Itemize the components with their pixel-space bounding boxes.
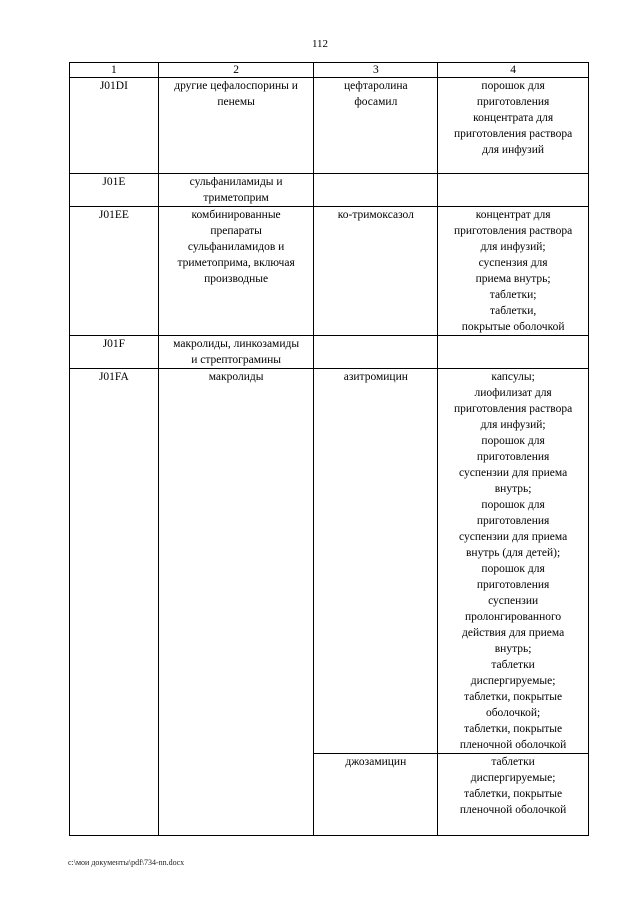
dosage-form-cell-line: таблетки, покрытые [464, 691, 563, 703]
dosage-form-cell-line: приготовления [476, 96, 550, 108]
group-cell-line: комбинированные [191, 209, 281, 221]
dosage-form-cell-line: порошок для [481, 499, 545, 511]
table-header-row [70, 63, 589, 78]
group-cell-line: макролиды [208, 371, 264, 383]
dosage-form-cell [438, 78, 589, 174]
atc-code-cell: J01E [70, 174, 159, 207]
atc-code-cell: J01EE [70, 207, 159, 336]
dosage-form-cell-line: пленочной оболочкой [459, 739, 567, 751]
dosage-form-cell-line: приготовления [476, 515, 550, 527]
dosage-form-cell-line: таблетки; [489, 289, 537, 301]
drug-name-cell [314, 78, 438, 174]
dosage-form-cell-line: для инфузий [482, 144, 545, 156]
dosage-form-cell-line: приготовления [476, 579, 550, 591]
drug-table [69, 62, 589, 836]
group-cell [158, 207, 314, 336]
group-cell-line: макролиды, линкозамиды [173, 338, 300, 350]
dosage-form-cell-line: концентрата для [473, 112, 554, 124]
dosage-form-cell [438, 754, 589, 836]
table-row [70, 207, 589, 336]
dosage-form-cell-line: диспергируемые; [470, 772, 556, 784]
file-path-footer: c:\мои документы\pdf\734-nn.docx [68, 858, 185, 867]
dosage-form-cell-line: оболочкой; [485, 707, 541, 719]
dosage-form-cell-line: порошок для [481, 563, 545, 575]
drug-name-cell [314, 754, 438, 836]
drug-name-cell [314, 207, 438, 336]
dosage-form-cell [438, 207, 589, 336]
group-cell-line: сульфаниламиды и [189, 176, 283, 188]
column-header: 1 [70, 63, 159, 78]
dosage-form-cell-line: приготовления [476, 451, 550, 463]
column-header: 3 [314, 63, 438, 78]
dosage-form-cell-line: приема внутрь; [475, 273, 551, 285]
group-cell [158, 336, 314, 369]
group-cell-line: триметоприм [203, 192, 269, 204]
dosage-form-cell [438, 336, 589, 369]
table-row [70, 174, 589, 207]
group-cell-line: препараты [210, 225, 262, 237]
table-row [70, 78, 589, 174]
dosage-form-cell-line: диспергируемые; [470, 675, 556, 687]
drug-name-cell-line: фосамил [354, 96, 398, 108]
dosage-form-cell [438, 369, 589, 754]
group-cell [158, 174, 314, 207]
dosage-form-cell-line: порошок для [481, 435, 545, 447]
table-row [70, 369, 589, 754]
drug-name-cell-line: азитромицин [343, 371, 408, 383]
group-cell-line: сульфаниламидов и [187, 241, 285, 253]
dosage-form-cell-line: таблетки [491, 659, 535, 671]
dosage-form-cell-line: приготовления раствора [453, 128, 573, 140]
atc-code-cell: J01F [70, 336, 159, 369]
dosage-form-cell-line: таблетки, покрытые [464, 723, 563, 735]
dosage-form-cell-line: таблетки, [489, 305, 537, 317]
dosage-form-cell-line: покрытые оболочкой [461, 321, 565, 333]
drug-name-cell-line: джозамицин [345, 756, 407, 768]
dosage-form-cell-line: суспензии [488, 595, 539, 607]
drug-name-cell [314, 336, 438, 369]
drug-name-cell-line: ко-тримоксазол [337, 209, 414, 221]
dosage-form-cell-line: капсулы; [491, 371, 535, 383]
dosage-form-cell-line: таблетки, покрытые [464, 788, 563, 800]
dosage-form-cell-line: для инфузий; [480, 419, 546, 431]
dosage-form-cell-line: пленочной оболочкой [459, 804, 567, 816]
dosage-form-cell-line: порошок для [481, 80, 545, 92]
group-cell-line: другие цефалоспорины и [174, 80, 298, 92]
group-cell-line: и стрептограмины [191, 354, 282, 366]
dosage-form-cell-line: суспензии для приема [459, 467, 568, 479]
dosage-form-cell-line: суспензия для [478, 257, 548, 269]
dosage-form-cell [438, 174, 589, 207]
group-cell [158, 78, 314, 174]
atc-code-cell: J01DI [70, 78, 159, 174]
dosage-form-cell-line: лиофилизат для [474, 387, 552, 399]
group-cell-line: производные [204, 273, 269, 285]
group-cell [158, 369, 314, 836]
dosage-form-cell-line: внутрь (для детей); [465, 547, 561, 559]
drug-name-cell-line: цефтаролина [344, 80, 408, 92]
drug-name-cell [314, 369, 438, 754]
group-cell-line: пенемы [217, 96, 255, 108]
dosage-form-cell-line: таблетки [491, 756, 535, 768]
dosage-form-cell-line: суспензии для приема [459, 531, 568, 543]
page-number: 112 [311, 38, 329, 50]
table-row [70, 336, 589, 369]
drug-name-cell [314, 174, 438, 207]
dosage-form-cell-line: для инфузий; [480, 241, 546, 253]
dosage-form-cell-line: внутрь; [494, 643, 532, 655]
column-header: 2 [158, 63, 314, 78]
dosage-form-cell-line: приготовления раствора [453, 403, 573, 415]
atc-code-cell: J01FA [70, 369, 159, 836]
dosage-form-cell-line: внутрь; [494, 483, 532, 495]
dosage-form-cell-line: действия для приема [461, 627, 565, 639]
group-cell-line: триметоприма, включая [177, 257, 295, 269]
dosage-form-cell-line: концентрат для [475, 209, 551, 221]
dosage-form-cell-line: приготовления раствора [453, 225, 573, 237]
dosage-form-cell-line: пролонгированного [465, 611, 562, 623]
column-header: 4 [438, 63, 589, 78]
